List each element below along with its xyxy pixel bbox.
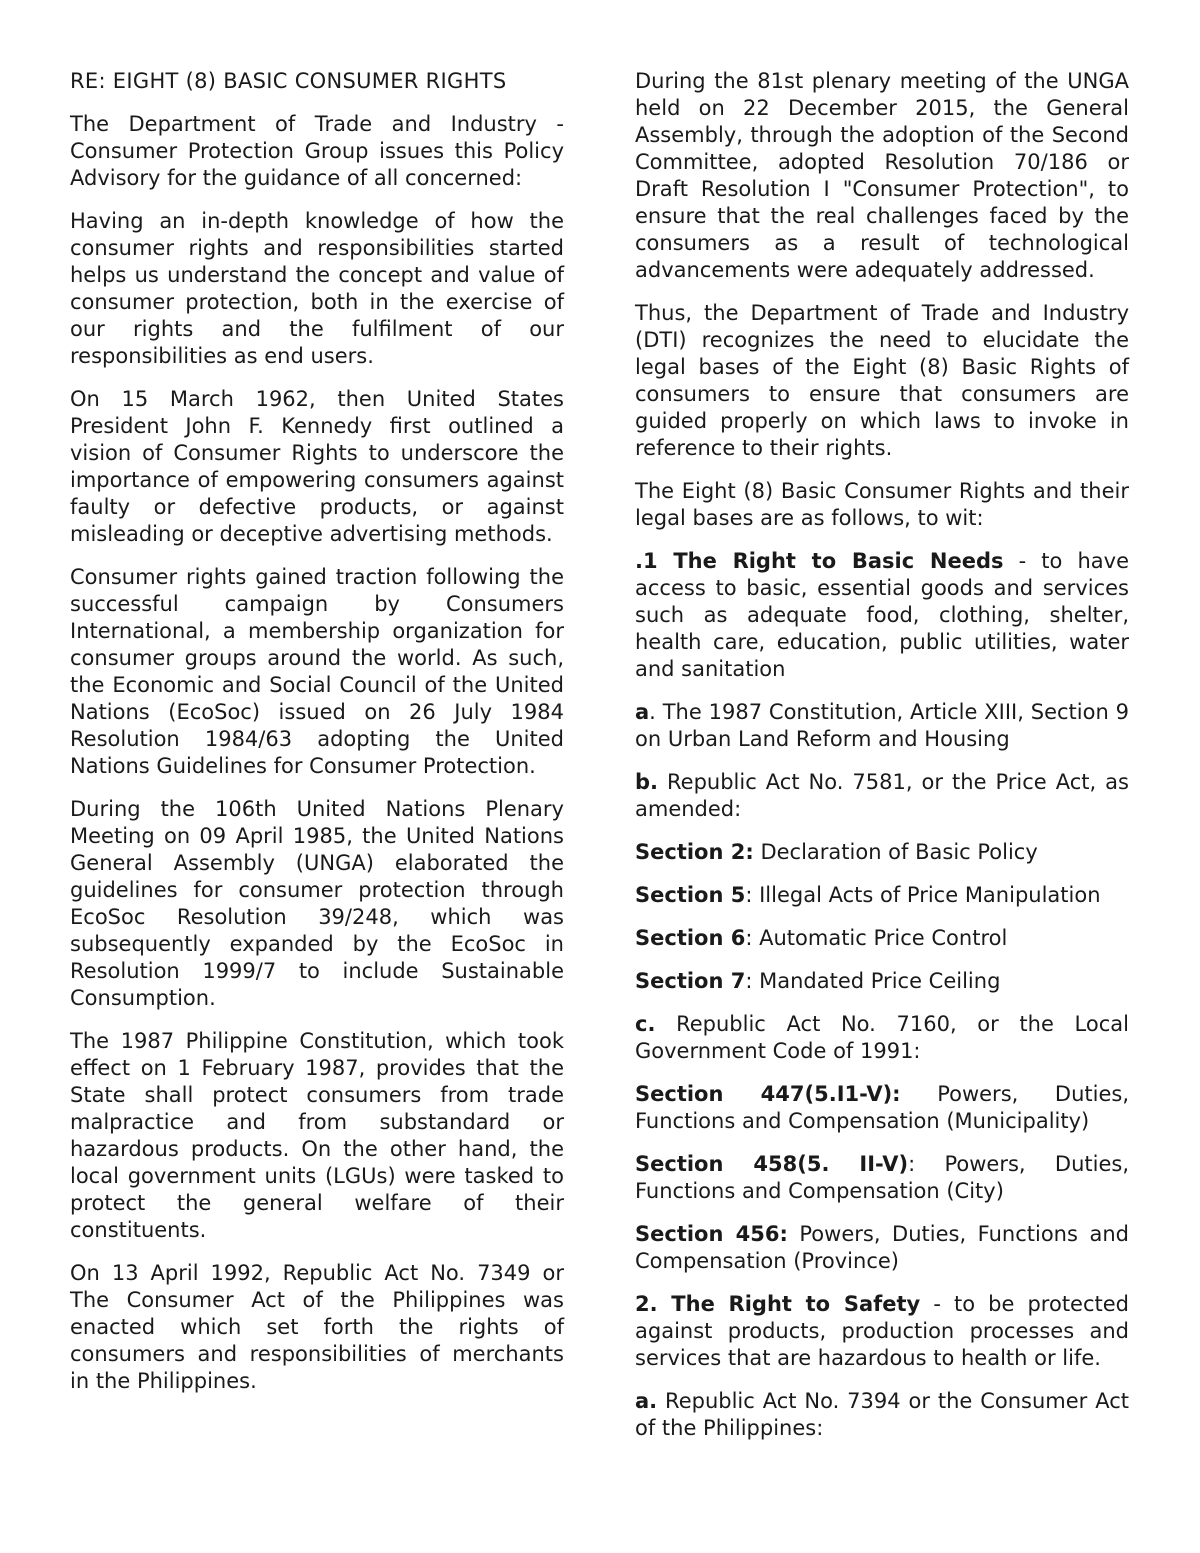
section-text: Powers, Duties, Functions and Compensation (Province)	[635, 1222, 1129, 1273]
section-text: : Mandated Price Ceiling	[745, 969, 1001, 993]
section-text: : Powers, Duties, Functions and Compensation (City)	[635, 1152, 1129, 1203]
section-458-item	[635, 1151, 1129, 1205]
section-label: Section 456:	[635, 1222, 788, 1246]
basis-price-act-item	[635, 769, 1129, 823]
item-label: c.	[635, 1012, 656, 1036]
section-label: Section 2:	[635, 840, 754, 864]
right-safety	[635, 1291, 1129, 1372]
item-text: Republic Act No. 7581, or the Price Act, as amended:	[635, 770, 1129, 821]
section-label: Section 7	[635, 969, 746, 993]
section-456-item	[635, 1221, 1129, 1275]
section-text: : Automatic Price Control	[745, 926, 1008, 950]
section-2-item	[635, 839, 1129, 866]
unga-1985-paragraph: During the 106th United Nations Plenary Meeting on 09 April 1985, the United Nations General Assembly (UNGA) elaborated the guidelines for consumer protection through EcoSoc Resolution 39/248, which was subsequently expanded by the EcoSoc in Resolution 1999/7 to include Sustainable Consumption.	[70, 797, 564, 1010]
basis-local-government-code-item	[635, 1011, 1129, 1065]
constitution-paragraph: The 1987 Philippine Constitution, which took effect on 1 February 1987, provides that the State shall protect consumers from trade malpractice and from substandard or hazardous products. On the other hand, the local government units (LGUs) were tasked to protect the general welfare of their constituents.	[70, 1029, 564, 1242]
consumers-international-paragraph: Consumer rights gained traction following the successful campaign by Consumers International, a membership organization for consumer groups around the world. As such, the Economic and Social Council of the United Nations (EcoSoc) issued on 26 July 1984 Resolution 1984/63 adopting the United Nations Guidelines for Consumer Protection.	[70, 565, 564, 778]
section-text: : Illegal Acts of Price Manipulation	[745, 883, 1101, 907]
section-text: Powers, Duties, Functions and Compensation (Municipality)	[635, 1082, 1130, 1133]
section-7-item	[635, 968, 1129, 995]
right-safety-text: - to be protected against products, production processes and services that are hazardous to health or life.	[635, 1292, 1129, 1370]
intro-paragraph: The Department of Trade and Industry - Consumer Protection Group issues this Policy Advisory for the guidance of all concerned:	[70, 112, 564, 190]
background-paragraph: Having an in-depth knowledge of how the consumer rights and responsibilities started helps us understand the concept and value of consumer protection, both in the exercise of our rights and the fulfilment of our responsibilities as end users.	[70, 209, 564, 368]
basis-constitution-item	[635, 699, 1129, 753]
right-basic-needs-label: .1 The Right to Basic Needs	[635, 549, 1004, 573]
document-heading: RE: EIGHT (8) BASIC CONSUMER RIGHTS	[70, 69, 507, 93]
item-label: b.	[635, 770, 659, 794]
kennedy-paragraph: On 15 March 1962, then United States President John F. Kennedy first outlined a vision of Consumer Rights to underscore the importance of empowering consumers against faulty or defective products, or against misleading or deceptive advertising methods.	[70, 387, 564, 546]
right-column	[635, 68, 1129, 1458]
item-text: Republic Act No. 7394 or the Consumer Act of the Philippines:	[635, 1389, 1129, 1440]
rights-intro-paragraph: The Eight (8) Basic Consumer Rights and their legal bases are as follows, to wit:	[635, 479, 1129, 530]
section-label: Section 447(5.I1-V):	[635, 1082, 901, 1106]
section-text: Declaration of Basic Policy	[753, 840, 1038, 864]
unga-2015-paragraph: During the 81st plenary meeting of the UNGA held on 22 December 2015, the General Assembly, through the adoption of the Second Committee, adopted Resolution 70/186 or Draft Resolution I "Consumer Protection", to ensure that the real challenges faced by the consumers as a result of technological advancements were adequately addressed.	[635, 69, 1129, 282]
section-label: Section 6	[635, 926, 746, 950]
section-label: Section 5	[635, 883, 746, 907]
section-447-item	[635, 1081, 1129, 1135]
section-label: Section 458(5. II-V)	[635, 1152, 909, 1176]
left-column	[70, 68, 564, 1411]
basis-consumer-act-item	[635, 1388, 1129, 1442]
right-basic-needs	[635, 548, 1129, 683]
item-text: . The 1987 Constitution, Article XIII, Section 9 on Urban Land Reform and Housing	[635, 700, 1129, 751]
right-safety-label: 2. The Right to Safety	[635, 1292, 921, 1316]
item-label: a	[635, 700, 650, 724]
right-basic-needs-text: - to have access to basic, essential goods and services such as adequate food, clothing, shelter, health care, education, public utilities, water and sanitation	[635, 549, 1129, 681]
item-text: Republic Act No. 7160, or the Local Government Code of 1991:	[635, 1012, 1129, 1063]
section-5-item	[635, 882, 1129, 909]
item-label: a.	[635, 1389, 658, 1413]
section-6-item	[635, 925, 1129, 952]
dti-paragraph: Thus, the Department of Trade and Industry (DTI) recognizes the need to elucidate the legal bases of the Eight (8) Basic Rights of consumers to ensure that consumers are guided properly on which laws to invoke in reference to their rights.	[635, 301, 1129, 460]
consumer-act-paragraph: On 13 April 1992, Republic Act No. 7349 or The Consumer Act of the Philippines was enacted which set forth the rights of consumers and responsibilities of merchants in the Philippines.	[70, 1261, 564, 1393]
